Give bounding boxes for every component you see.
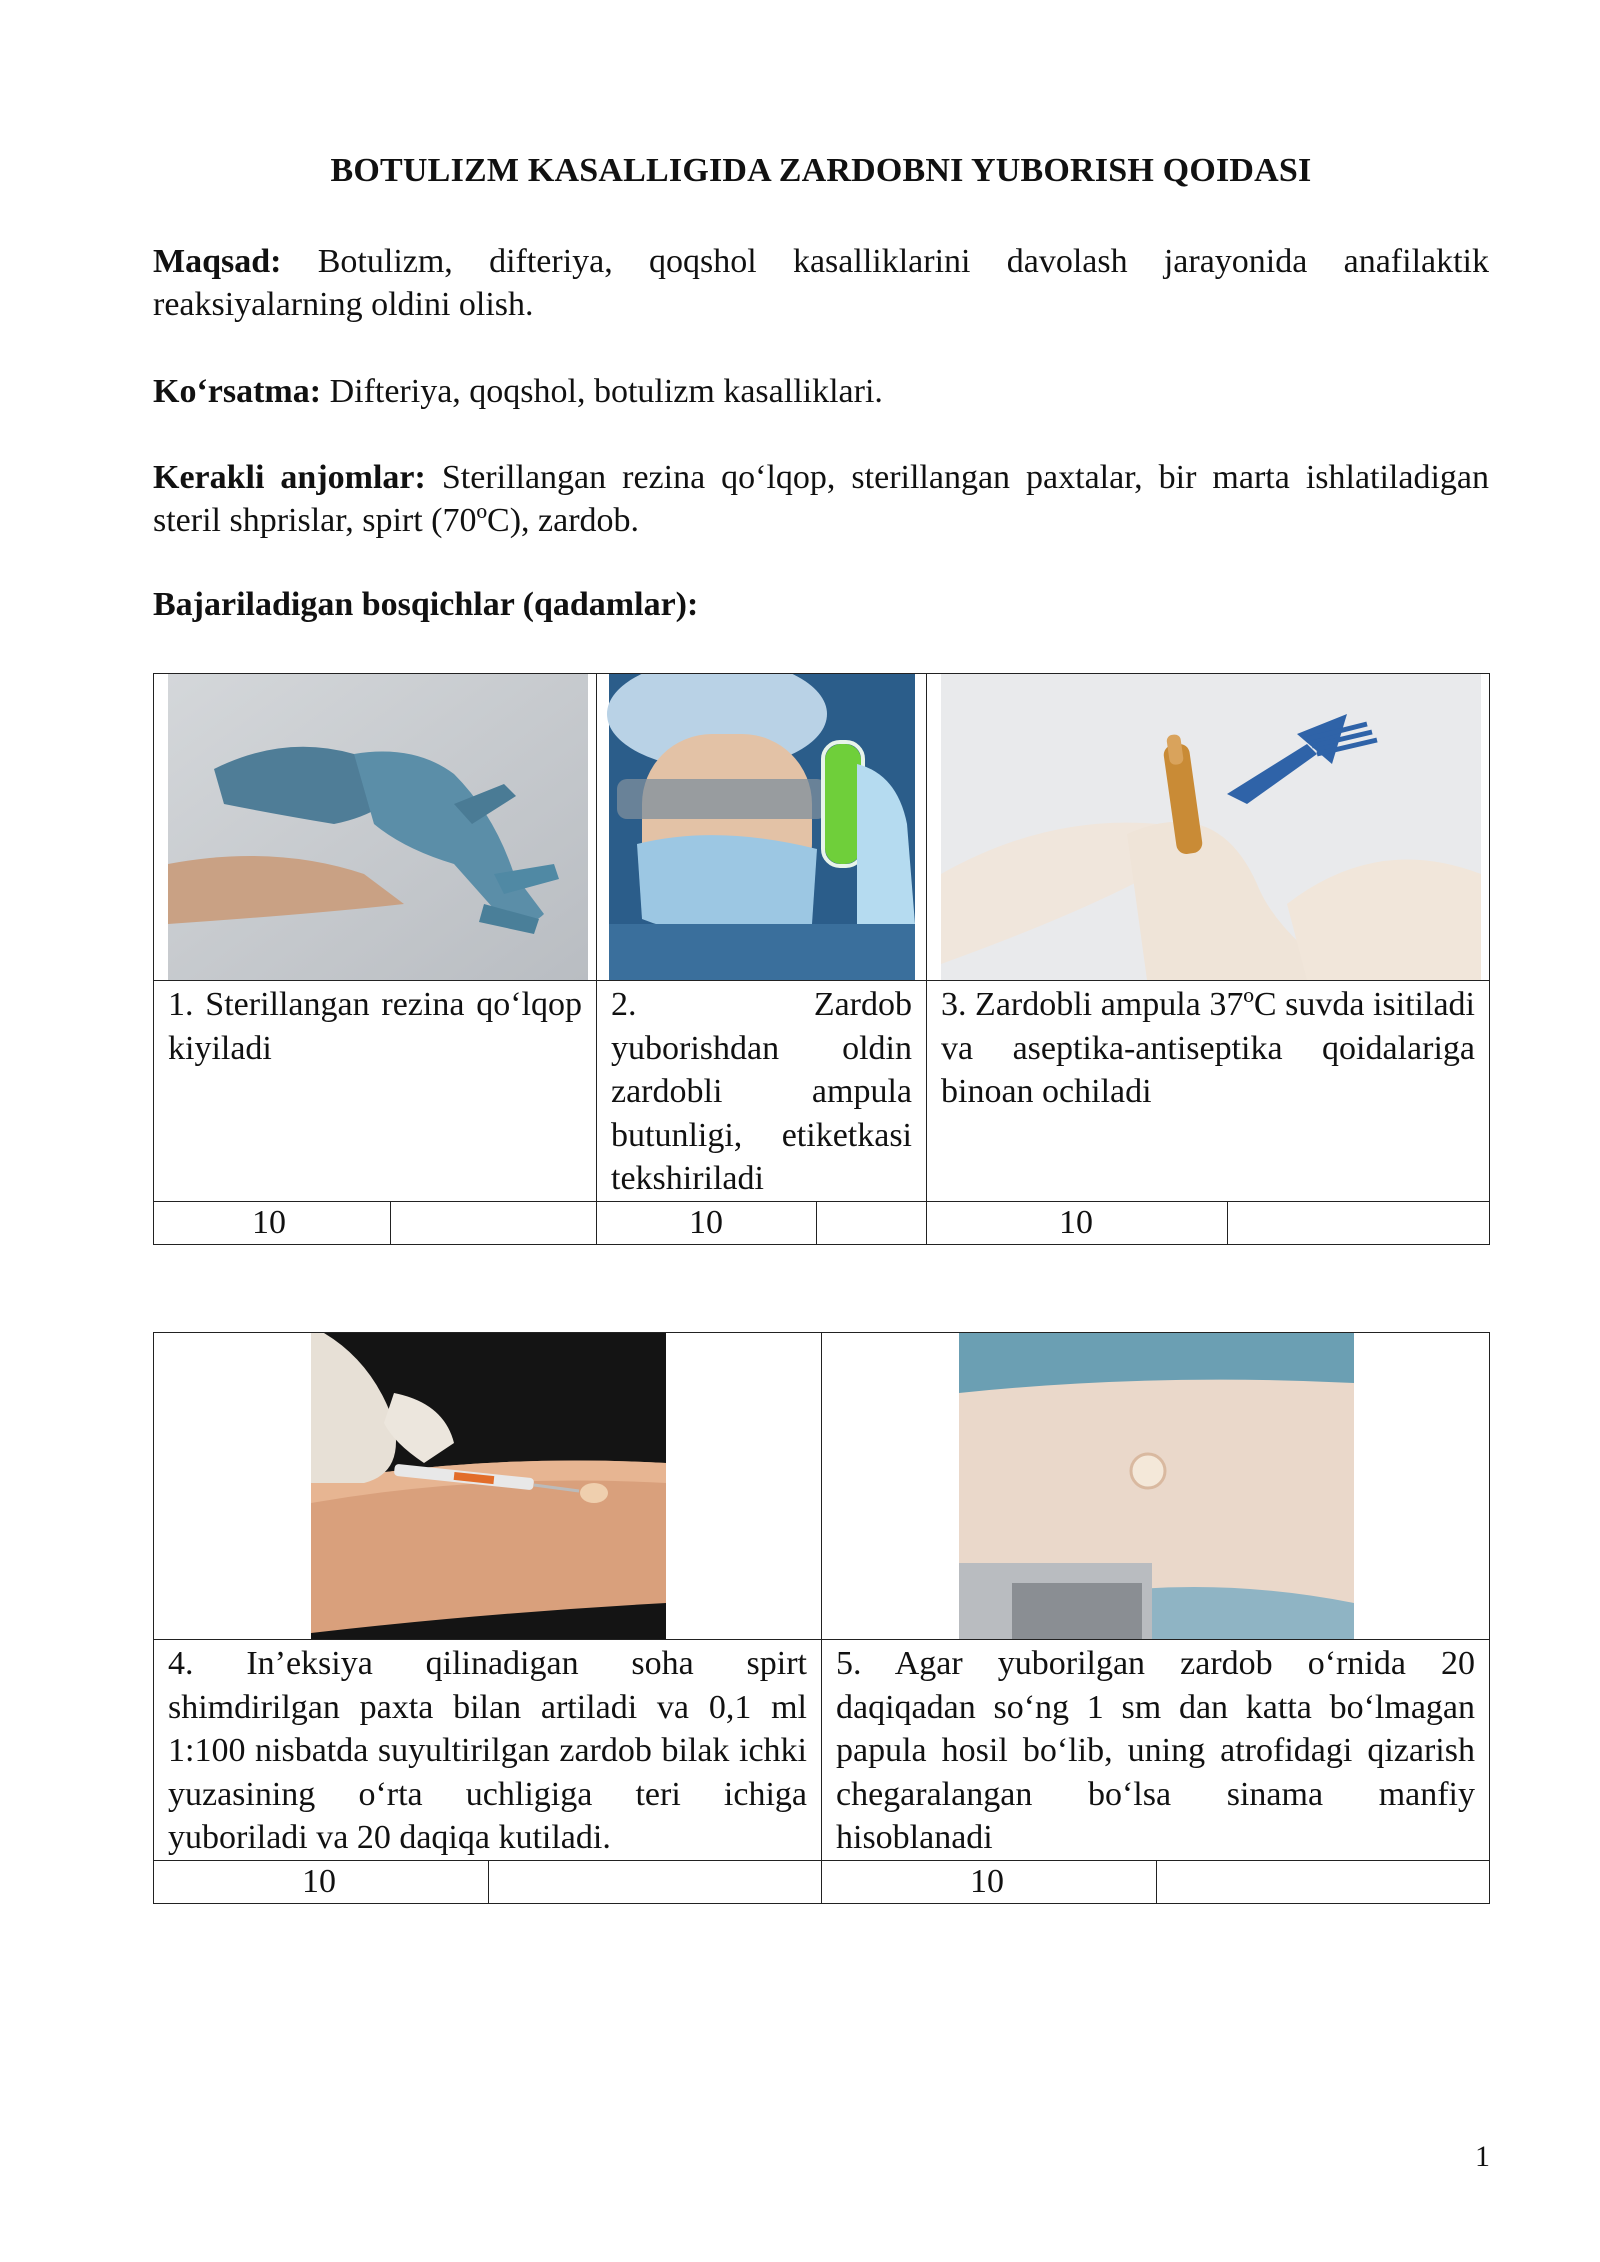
step-4-score-cell [154,1860,822,1903]
step-1-photo-cell [154,674,597,981]
step-1-text: 1. Sterillangan rezina qo‘lqop kiyiladi [168,986,582,1067]
step-2-cell [597,981,927,1202]
step-3-score-cell [927,1201,1490,1244]
ampoule-in-gloved-hand-photo [927,674,1489,980]
photo-row [154,1333,1490,1640]
score-divider [488,1861,489,1903]
intradermal-injection-photo [154,1333,821,1639]
step-1-score-cell [154,1201,597,1244]
step-2-score-cell [597,1201,927,1244]
photo-row [154,674,1490,981]
score-divider [390,1202,391,1244]
step-5-cell [822,1640,1490,1861]
score-row [154,1201,1490,1244]
steps-table-2 [153,1332,1490,1904]
step-5-score: 10 [970,1862,1004,1900]
equipment-label: Kerakli anjomlar: [153,459,426,496]
step-1-cell [154,981,597,1202]
step-3-photo-cell [927,674,1490,981]
step-2-photo-cell [597,674,927,981]
description-row [154,981,1490,1202]
description-row [154,1640,1490,1861]
steps-table-1 [153,673,1490,1245]
step-3-text: 3. Zardobli ampula 37ºC suvda isitiladi va aseptika-antiseptika qoidalariga binoan ochiladi [941,986,1475,1110]
equipment-paragraph [153,456,1489,542]
step-4-cell [154,1640,822,1861]
step-4-photo-cell [154,1333,822,1640]
indication-paragraph [153,370,1489,413]
document-title: BOTULIZM KASALLIGIDA ZARDOBNI YUBORISH QOIDASI [330,152,1312,189]
gloving-hands-photo [154,674,596,980]
step-4-text: 4. In’eksiya qilinadigan soha spirt shimdirilgan paxta bilan artiladi va 0,1 ml 1:100 nisbatda suyultirilgan zardob bilak ichki yuzasining o‘rta uchligiga teri ichiga yuboriladi va 20 daqiqa kutiladi. [168,1645,807,1856]
doctor-checking-ampoule-photo [597,674,926,980]
equipment-text: Sterillangan rezina qo‘lqop, sterillangan paxtalar, bir marta ishlatiladigan steril shprislar, spirt (70ºC), zardob. [153,459,1490,539]
score-divider [1227,1202,1228,1244]
purpose-text: Botulizm, difteriya, qoqshol kasalliklarini davolash jarayonida anafilaktik reaksiyalarning oldini olish. [153,243,1489,323]
purpose-paragraph [153,240,1489,326]
page-number: 1 [1475,2140,1490,2173]
step-1-score: 10 [252,1203,286,1241]
purpose-label: Maqsad: [153,243,282,280]
step-2-text: 2. Zardob yuborishdan oldin zardobli ampula butunligi, etiketkasi tekshiriladi [611,986,912,1197]
indication-text: Difteriya, qoqshol, botulizm kasalliklari. [329,373,883,410]
steps-heading: Bajariladigan bosqichlar (qadamlar): [153,586,699,623]
indication-label: Ko‘rsatma: [153,373,322,410]
forearm-papule-photo [822,1333,1489,1639]
step-4-score: 10 [302,1862,336,1900]
score-divider [816,1202,817,1244]
score-divider [1156,1861,1157,1903]
score-row [154,1860,1490,1903]
step-3-score: 10 [1059,1203,1093,1241]
step-5-text: 5. Agar yuborilgan zardob o‘rnida 20 daqiqadan so‘ng 1 sm dan katta bo‘lmagan papula hosil bo‘lib, uning atrofidagi qizarish chegaralangan bo‘lsa sinama manfiy hisoblanadi [836,1645,1475,1856]
step-3-cell [927,981,1490,1202]
step-2-score: 10 [689,1203,723,1241]
step-5-score-cell [822,1860,1490,1903]
step-5-photo-cell [822,1333,1490,1640]
